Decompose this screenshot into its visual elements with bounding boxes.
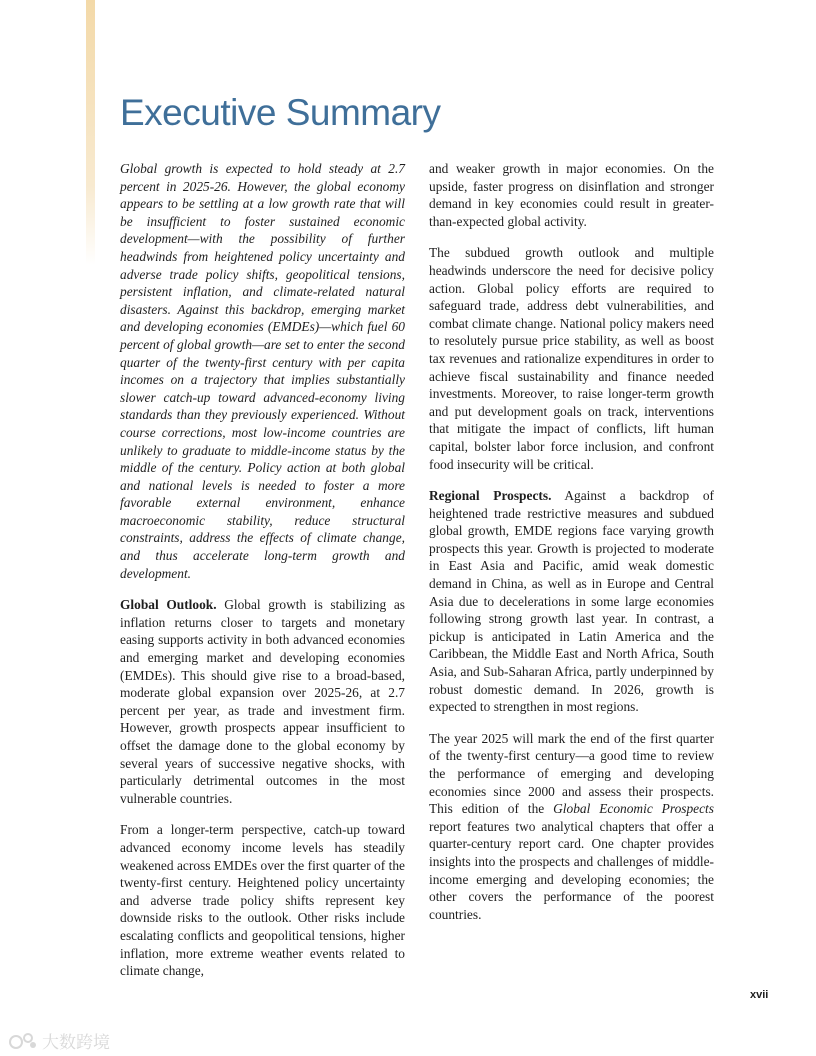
- watermark-logo-icon: [8, 1031, 38, 1051]
- continuation-paragraph: and weaker growth in major economies. On the upside, faster progress on disinflation and stronger demand in key economies could result in greater-than-expected global activity.: [429, 161, 714, 229]
- watermark-text: 大数跨境: [42, 1033, 110, 1053]
- right-column: [429, 160, 714, 937]
- regional-prospects-text: Against a backdrop of heightened trade restrictive measures and subdued global growth, EMDE regions face varying growth prospects this year. Growth is projected to moderate in East Asia and Pacific, amid weak domestic demand in China, as well as in Europe and Central Asia due to decelerations in some large economies following strong growth last year. In contrast, a pickup is anticipated in Latin America and the Caribbean, the Middle East and North Africa, South Asia, and Sub-Saharan Africa, partly underpinned by robust domestic demand. In 2026, growth is expected to strengthen in most regions.: [429, 488, 715, 715]
- report-title: Global Economic Prospects: [553, 801, 714, 817]
- global-outlook-text: Global growth is stabilizing as inflation returns closer to targets and monetary easing supports activity in both advanced economies and emerging market and developing economies (EMDEs). This should give rise to a broad-based, moderate global expansion over 2025-26, at 2.7 percent per year, as trade and investment firm. However, growth prospects appear insufficient to offset the damage done to the global economy by several years of successive negative shocks, with particularly detrimental outcomes in the most vulnerable countries.: [120, 597, 405, 806]
- policy-paragraph: The subdued growth outlook and multiple headwinds underscore the need for decisive policy action. Global policy efforts are required to safeguard trade, address debt vulnerabilities, and combat climate change. National policy makers need to resolutely pursue price stability, as well as boost tax revenues and rationalize expenditures in order to achieve fiscal sustainability and finance needed investments. Moreover, to raise longer-term growth and put development goals on track, interventions that mitigate the impact of conflicts, lift human capital, bolster labor force inclusion, and confront food insecurity will be critical.: [429, 245, 714, 472]
- report-paragraph: [429, 730, 714, 924]
- global-outlook-paragraph: [120, 596, 405, 807]
- longer-term-paragraph: From a longer-term perspective, catch-up toward advanced economy income levels has steadily weakened across EMDEs over the first quarter of the twenty-first century. Heightened policy uncertainty and adverse trade policy shifts represent key downside risks to the outlook. Other risks include escalating conflicts and geopolitical tensions, higher inflation, more extreme weather events related to climate change,: [120, 822, 405, 979]
- regional-prospects-heading: Regional Prospects.: [429, 488, 552, 504]
- intro-paragraph: Global growth is expected to hold steady at 2.7 percent in 2025-26. However, the global economy appears to be settling at a low growth rate that will be insufficient to foster sustained economic development—with the possibility of further headwinds from heightened policy uncertainty and adverse trade policy shifts, geopolitical tensions, persistent inflation, and climate-related natural disasters. Against this backdrop, emerging market and developing economies (EMDEs)—which fuel 60 percent of global growth—are set to enter the second quarter of the twenty-first century with per capita incomes on a trajectory that implies substantially slower catch-up toward advanced-economy living standards than they previously experienced. Without course corrections, most low-income countries are unlikely to graduate to middle-income status by the middle of the century. Policy action at both global and national levels is needed to foster a more favorable external environment, enhance macroeconomic stability, reduce structural constraints, address the effects of climate change, and thus accelerate long-term growth and development.: [120, 161, 405, 581]
- left-column: [120, 160, 405, 994]
- report-text-start: The year 2025 will mark the end of the first quarter of the twenty-first century—a good time to review the performance of emerging and developing economies since 2000 and assess their prospects. This edition of the: [429, 730, 714, 817]
- global-outlook-heading: Global Outlook.: [120, 597, 217, 613]
- page-title: Executive Summary: [120, 92, 441, 133]
- regional-prospects-paragraph: [429, 487, 714, 716]
- report-text-end: report features two analytical chapters that offer a quarter-century report card. One chapter provides insights into the prospects and challenges of middle-income emerging and developing economies; the other covers the performance of the poorest countries.: [429, 818, 714, 922]
- watermark: [8, 1028, 110, 1053]
- page-number: xvii: [750, 989, 769, 1001]
- accent-bar: [86, 0, 95, 265]
